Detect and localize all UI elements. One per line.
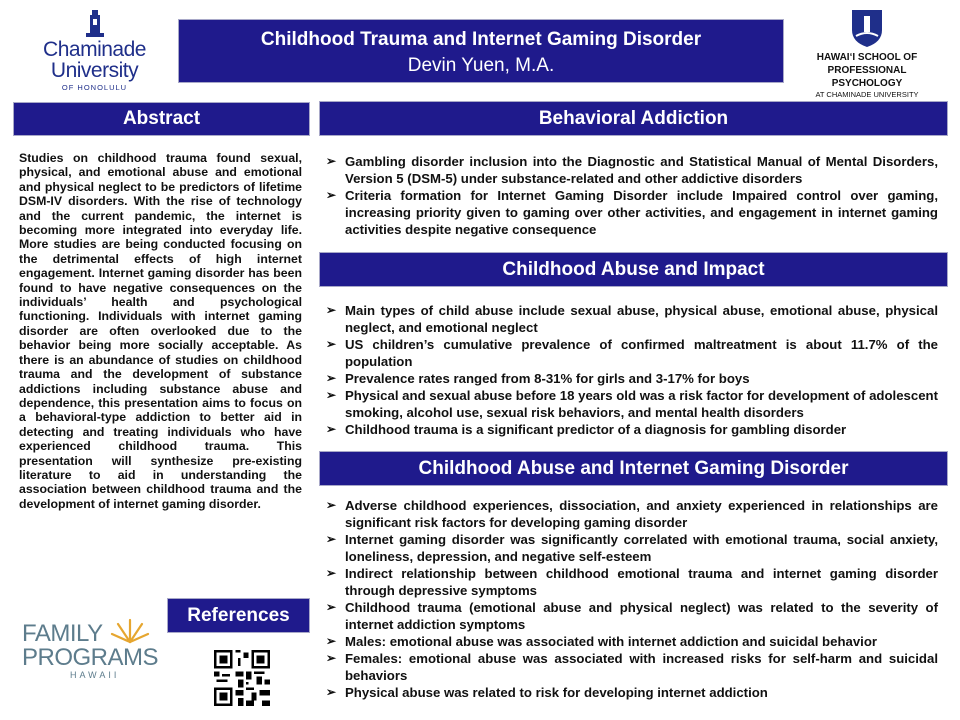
arrow-bullet-icon: ➢ — [326, 337, 337, 351]
sun-icon — [110, 616, 150, 646]
bullet-text: US children’s cumulative prevalence of confirmed maltreatment is about 11.7% of the population — [345, 337, 938, 369]
poster-author: Devin Yuen, M.A. — [407, 55, 555, 76]
bullet-text: Gambling disorder inclusion into the Diagnostic and Statistical Manual of Mental Disorders, Version 5 (DSM-5) under substance-related and other addictive disorders — [345, 154, 938, 186]
behavioral-addiction-list — [326, 153, 938, 238]
chaminade-name-line2: University — [50, 59, 139, 82]
bullet-item — [326, 633, 938, 650]
bullet-item — [326, 565, 938, 599]
bullet-text: Criteria formation for Internet Gaming Disorder include Impaired control over gaming, increasing priority given to gaming over other activities, and engagement in internet gaming activities despite negative consequence — [345, 188, 938, 237]
family-programs-logo — [22, 622, 162, 680]
family-programs-line2: PROGRAMS — [22, 644, 159, 671]
bullet-item — [326, 599, 938, 633]
bullet-text: Childhood trauma is a significant predictor of a diagnosis for gambling disorder — [345, 422, 847, 437]
arrow-bullet-icon: ➢ — [326, 685, 337, 699]
bullet-text: Females: emotional abuse was associated with increased risks for self-harm and suicidal behaviors — [345, 651, 938, 683]
chaminade-university-logo — [32, 8, 157, 92]
bullet-text: Main types of child abuse include sexual abuse, physical abuse, emotional abuse, physical neglect, and emotional neglect — [345, 303, 938, 335]
arrow-bullet-icon: ➢ — [326, 566, 337, 580]
arrow-bullet-icon: ➢ — [326, 498, 337, 512]
references-heading: References — [167, 598, 310, 633]
hawaii-school-logo — [792, 8, 942, 100]
hawaii-school-line1: HAWAI‘I SCHOOL OF — [816, 52, 918, 63]
bullet-item — [326, 684, 938, 701]
qr-code-icon[interactable] — [214, 650, 270, 706]
bullet-text: Prevalence rates ranged from 8-31% for girls and 3-17% for boys — [345, 371, 750, 386]
bullet-item — [326, 187, 938, 238]
poster-title-box — [178, 19, 784, 83]
chaminade-tower-icon — [84, 8, 106, 38]
arrow-bullet-icon: ➢ — [326, 422, 337, 436]
bullet-text: Indirect relationship between childhood emotional trauma and internet gaming disorder through depressive symptoms — [345, 566, 938, 598]
childhood-abuse-list — [326, 302, 938, 438]
arrow-bullet-icon: ➢ — [326, 154, 337, 168]
bullet-text: Adverse childhood experiences, dissociation, and anxiety experienced in relationships are significant risk factors for developing gaming disorder — [345, 498, 938, 530]
arrow-bullet-icon: ➢ — [326, 600, 337, 614]
bullet-text: Physical and sexual abuse before 18 years old was a risk factor for development of adolescent smoking, alcohol use, sexual risk behaviors, and mental health disorders — [345, 388, 938, 420]
hawaii-school-sub: AT CHAMINADE UNIVERSITY — [815, 90, 919, 99]
abuse-gaming-list — [326, 497, 938, 701]
bullet-text: Childhood trauma (emotional abuse and physical neglect) was related to the severity of internet addiction symptoms — [345, 600, 938, 632]
bullet-item — [326, 650, 938, 684]
chaminade-name-line1: Chaminade — [43, 38, 146, 61]
abstract-heading: Abstract — [13, 102, 310, 136]
bullet-item — [326, 336, 938, 370]
abuse-gaming-heading: Childhood Abuse and Internet Gaming Disorder — [319, 451, 948, 486]
bullet-text: Males: emotional abuse was associated with internet addiction and suicidal behavior — [345, 634, 878, 649]
family-programs-sub: HAWAII — [70, 670, 120, 680]
arrow-bullet-icon: ➢ — [326, 634, 337, 648]
bullet-text: Internet gaming disorder was significantly correlated with emotional trauma, social anxiety, loneliness, depression, and negative self-esteem — [345, 532, 938, 564]
hawaii-school-shield-icon — [850, 8, 884, 48]
bullet-item — [326, 153, 938, 187]
poster-title: Childhood Trauma and Internet Gaming Disorder — [260, 29, 702, 50]
hawaii-school-line2: PROFESSIONAL PSYCHOLOGY — [827, 65, 907, 89]
bullet-item — [326, 421, 938, 438]
bullet-item — [326, 497, 938, 531]
arrow-bullet-icon: ➢ — [326, 532, 337, 546]
bullet-item — [326, 387, 938, 421]
childhood-abuse-heading: Childhood Abuse and Impact — [319, 252, 948, 287]
arrow-bullet-icon: ➢ — [326, 651, 337, 665]
bullet-item — [326, 302, 938, 336]
family-programs-line1: FAMILY — [22, 620, 103, 647]
abstract-text: Studies on childhood trauma found sexual, physical, and emotional abuse and emotional and physical neglect to be predictors of lifetime DSM-IV disorders. With the rise of technology and the current pandemic, the internet is becoming more integrated into everyday life. More studies are being conducted focusing on the detrimental effects of high internet engagement. Internet gaming disorder has been found to have negative consequences on the individuals’ health and psychological functioning. Individuals with internet gaming disorder are often overlooked due to the behavior being more socially acceptable. As there is an abundance of studies on childhood trauma and the development of substance addictions including substance abuse and dependence, this presentation aims to focus on a behavioral-type addiction to better aid in detecting and treating individuals who have experienced childhood trauma. This presentation will synthesize pre-existing literature to aid in understanding the association between childhood trauma and the development of internet gaming disorder. — [19, 151, 302, 511]
arrow-bullet-icon: ➢ — [326, 188, 337, 202]
behavioral-addiction-heading: Behavioral Addiction — [319, 101, 948, 136]
bullet-text: Physical abuse was related to risk for developing internet addiction — [345, 685, 768, 700]
arrow-bullet-icon: ➢ — [326, 388, 337, 402]
chaminade-sub: OF HONOLULU — [61, 83, 128, 92]
arrow-bullet-icon: ➢ — [326, 371, 337, 385]
bullet-item — [326, 531, 938, 565]
bullet-item — [326, 370, 938, 387]
arrow-bullet-icon: ➢ — [326, 303, 337, 317]
